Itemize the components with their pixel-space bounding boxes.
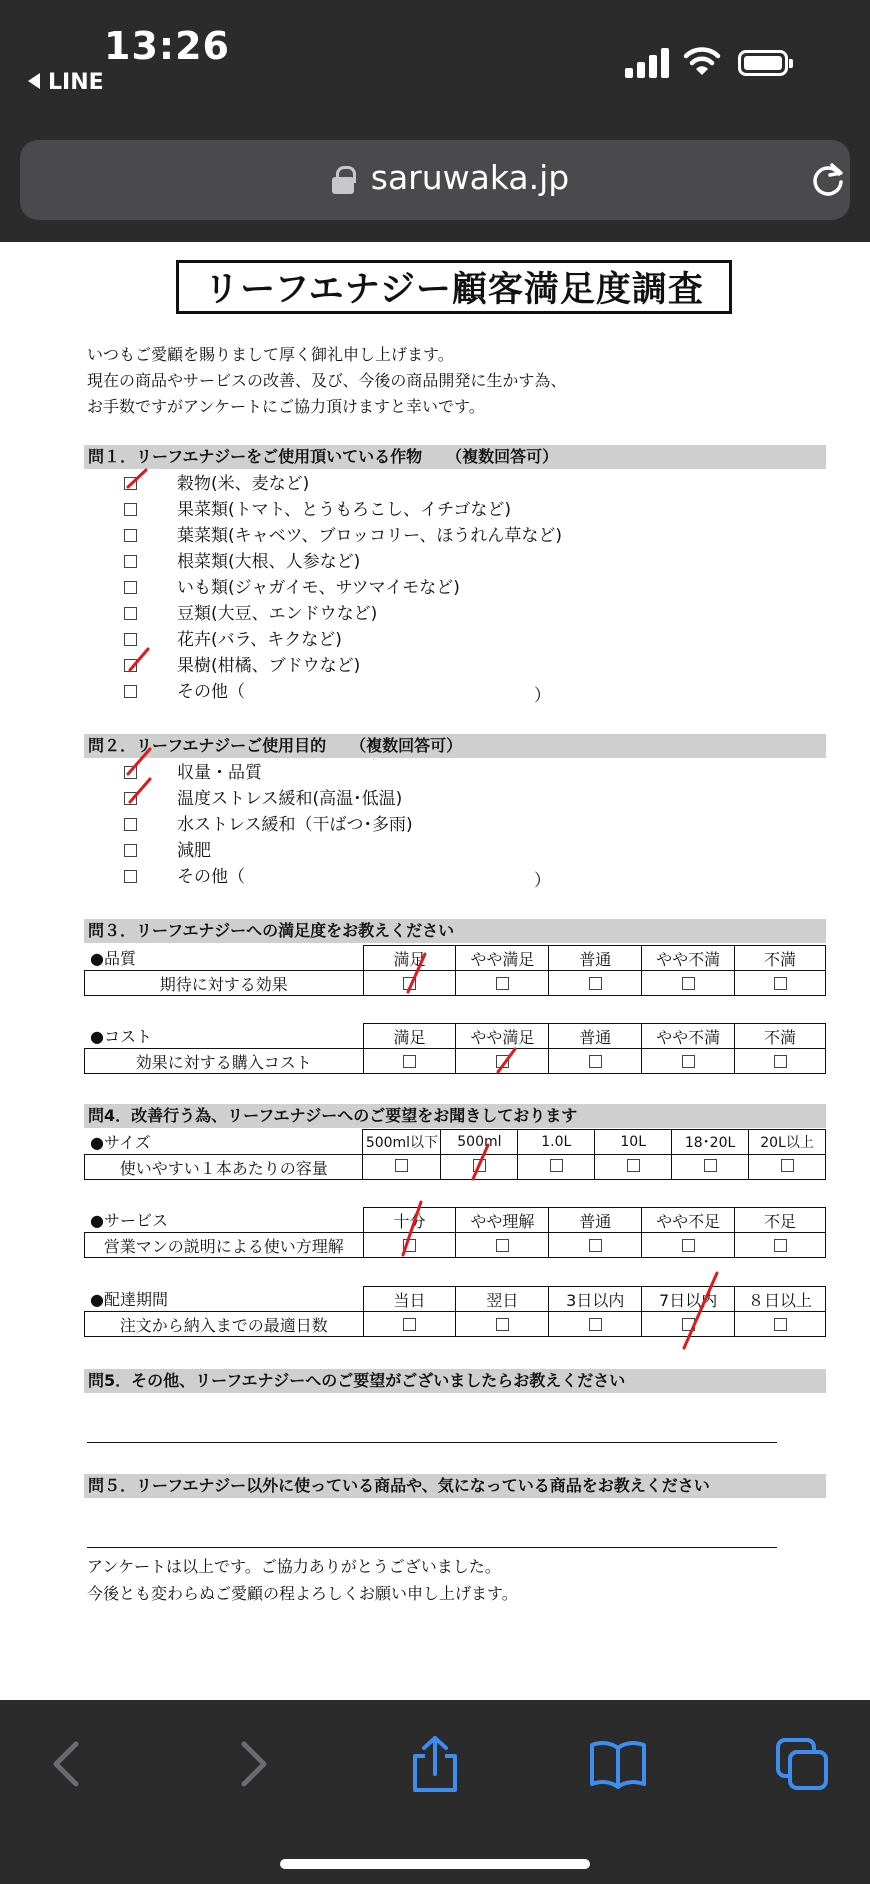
rating-cell[interactable]	[549, 1049, 642, 1074]
checkbox[interactable]	[124, 529, 137, 542]
q1-heading: 問１．リーフエナジーをご使用頂いている作物 （複数回答可）	[84, 445, 826, 469]
col-header: 18･20L	[672, 1130, 749, 1155]
intro-line: お手数ですがアンケートにご協力頂けますと幸いです。	[87, 397, 485, 416]
checkbox[interactable]	[124, 844, 137, 857]
intro-text	[87, 342, 566, 420]
q1-option[interactable]	[124, 577, 460, 599]
checkbox[interactable]	[627, 1159, 640, 1172]
checkbox[interactable]	[682, 1055, 695, 1068]
bookmarks-book-icon[interactable]	[588, 1734, 648, 1794]
col-header: 7日以内	[642, 1287, 735, 1312]
option-label: 豆類(大豆、エンドウなど)	[177, 604, 378, 624]
rating-cell[interactable]	[363, 1049, 456, 1074]
rating-cell[interactable]	[456, 971, 549, 996]
intro-line: いつもご愛顧を賜りまして厚く御礼申し上げます。	[87, 345, 454, 364]
checkbox[interactable]	[496, 1239, 509, 1252]
rating-cell[interactable]	[518, 1155, 595, 1180]
col-header: 3日以内	[549, 1287, 642, 1312]
quality-rating-table	[84, 945, 826, 996]
rating-cell[interactable]	[735, 971, 826, 996]
option-label: 葉菜類(キャベツ、ブロッコリー、ほうれん草など)	[177, 526, 563, 546]
col-header: 普通	[549, 946, 642, 971]
intro-line: 現在の商品やサービスの改善、及び、今後の商品開発に生かす為、	[87, 371, 567, 390]
option-label: その他（	[177, 682, 245, 702]
option-label: 減肥	[177, 841, 211, 861]
status-time: 13:26	[104, 24, 230, 68]
q2-heading: 問２．リーフエナジーご使用目的 （複数回答可）	[84, 734, 826, 758]
option-label: 果樹(柑橘、ブドウなど)	[177, 656, 361, 676]
q5a-heading: 問5．その他、リーフエナジーへのご要望がございましたらお教えください	[84, 1369, 826, 1393]
q4-heading: 問4．改善行う為、リーフエナジーへのご要望をお聞きしております	[84, 1104, 826, 1128]
q1-option[interactable]	[124, 655, 360, 677]
col-header: やや満足	[456, 1024, 549, 1049]
wifi-icon	[683, 44, 721, 78]
col-header: 普通	[549, 1208, 642, 1233]
address-bar[interactable]	[20, 140, 850, 220]
rating-cell[interactable]	[672, 1155, 749, 1180]
row-label: 効果に対する購入コスト	[85, 1049, 364, 1074]
q5b-answer-line[interactable]	[87, 1547, 777, 1548]
q2-option[interactable]	[124, 762, 262, 784]
checkbox[interactable]	[473, 1159, 486, 1172]
back-chevron-icon[interactable]	[38, 1734, 98, 1794]
url-text[interactable]: saruwaka.jp	[370, 158, 570, 197]
col-header: やや不足	[642, 1208, 735, 1233]
option-label: 収量・品質	[177, 763, 262, 783]
checkbox[interactable]	[682, 977, 695, 990]
rating-cell[interactable]	[735, 1312, 826, 1337]
service-label: ●サービス	[90, 1211, 168, 1230]
checkbox[interactable]	[550, 1159, 563, 1172]
col-header: 不満	[735, 1024, 826, 1049]
q1-option[interactable]	[124, 525, 562, 547]
checkbox[interactable]	[124, 870, 137, 883]
rating-cell[interactable]	[363, 971, 456, 996]
col-header: ８日以上	[735, 1287, 826, 1312]
cost-rating-table	[84, 1023, 826, 1074]
col-header: 1.0L	[518, 1130, 595, 1155]
reload-icon[interactable]	[808, 160, 848, 200]
checkbox[interactable]	[589, 1055, 602, 1068]
row-label: 営業マンの説明による使い方理解	[85, 1233, 364, 1258]
q3-heading: 問３．リーフエナジーへの満足度をお教えください	[84, 919, 826, 943]
checkbox[interactable]	[124, 818, 137, 831]
rating-cell[interactable]	[456, 1312, 549, 1337]
other-close-paren: ）	[534, 686, 551, 706]
size-rating-table	[84, 1129, 826, 1180]
checkbox[interactable]	[589, 1318, 602, 1331]
q2-option[interactable]	[124, 840, 211, 862]
q2-option[interactable]	[124, 788, 402, 810]
col-header: 500ml以下	[363, 1130, 441, 1155]
outro-text	[87, 1553, 518, 1607]
col-header: やや不満	[642, 946, 735, 971]
rating-cell[interactable]	[549, 971, 642, 996]
back-app-label: LINE	[48, 70, 104, 95]
q5a-answer-line[interactable]	[87, 1442, 777, 1443]
option-label: 温度ストレス緩和(高温･低温)	[177, 789, 403, 809]
col-header: 翌日	[456, 1287, 549, 1312]
rating-cell[interactable]	[735, 1049, 826, 1074]
checkbox[interactable]	[403, 1055, 416, 1068]
rating-cell[interactable]	[441, 1155, 518, 1180]
rating-cell[interactable]	[642, 971, 735, 996]
checkbox[interactable]	[124, 607, 137, 620]
checkbox[interactable]	[589, 977, 602, 990]
col-header: 満足	[363, 1024, 456, 1049]
col-header: 当日	[363, 1287, 456, 1312]
col-header: 普通	[549, 1024, 642, 1049]
col-header: 20L以上	[749, 1130, 826, 1155]
checkbox[interactable]	[395, 1159, 408, 1172]
checkbox[interactable]	[124, 477, 137, 490]
browser-top-bar	[0, 0, 870, 242]
q1-option[interactable]	[124, 551, 360, 573]
checkbox[interactable]	[774, 1239, 787, 1252]
col-header: 満足	[363, 946, 456, 971]
rating-cell[interactable]	[549, 1233, 642, 1258]
col-header: 10L	[595, 1130, 672, 1155]
back-to-app-link[interactable]	[28, 70, 104, 95]
row-label: 注文から納入までの最適日数	[85, 1312, 364, 1337]
row-label: 期待に対する効果	[85, 971, 364, 996]
rating-cell[interactable]	[549, 1312, 642, 1337]
service-rating-table	[84, 1207, 826, 1258]
checkbox[interactable]	[403, 1239, 416, 1252]
checkbox[interactable]	[774, 1055, 787, 1068]
q5b-heading: 問５．リーフエナジー以外に使っている商品や、気になっている商品をお教えください	[84, 1474, 826, 1498]
checkbox[interactable]	[774, 977, 787, 990]
browser-bottom-toolbar	[0, 1700, 870, 1884]
survey-document	[0, 242, 870, 1700]
checkbox[interactable]	[496, 1318, 509, 1331]
col-header: 500ml	[441, 1130, 518, 1155]
checkbox[interactable]	[124, 659, 137, 672]
checkbox[interactable]	[781, 1159, 794, 1172]
q2-option[interactable]	[124, 814, 413, 836]
outro-line: アンケートは以上です。ご協力ありがとうございました。	[87, 1557, 501, 1576]
option-label: 花卉(バラ、キクなど)	[177, 630, 342, 650]
checkbox[interactable]	[682, 1239, 695, 1252]
row-label: 使いやすい１本あたりの容量	[85, 1155, 363, 1180]
col-header: やや不満	[642, 1024, 735, 1049]
checkbox[interactable]	[124, 766, 137, 779]
rating-cell[interactable]	[363, 1312, 456, 1337]
cellular-signal-icon	[625, 46, 669, 78]
q1-option[interactable]	[124, 603, 377, 625]
col-header: 不満	[735, 946, 826, 971]
delivery-rating-table	[84, 1286, 826, 1337]
home-indicator	[280, 1859, 590, 1869]
checkbox[interactable]	[496, 977, 509, 990]
checkbox[interactable]	[124, 685, 137, 698]
back-triangle-icon	[28, 73, 40, 89]
option-label: その他（	[177, 867, 245, 887]
rating-cell[interactable]	[642, 1233, 735, 1258]
checkbox[interactable]	[124, 503, 137, 516]
checkbox[interactable]	[496, 1055, 509, 1068]
rating-cell[interactable]	[642, 1312, 735, 1337]
share-icon[interactable]	[405, 1734, 465, 1794]
checkbox[interactable]	[124, 581, 137, 594]
rating-cell[interactable]	[363, 1155, 441, 1180]
rating-cell[interactable]	[363, 1233, 456, 1258]
checkbox[interactable]	[124, 555, 137, 568]
size-label: ●サイズ	[90, 1133, 151, 1152]
q2-option-other[interactable]	[124, 866, 245, 888]
rating-cell[interactable]	[749, 1155, 826, 1180]
option-label: いも類(ジャガイモ、サツマイモなど)	[177, 578, 460, 598]
rating-cell[interactable]	[642, 1049, 735, 1074]
option-label: 水ストレス緩和（干ばつ･多雨)	[177, 815, 413, 835]
q1-option-other[interactable]	[124, 681, 245, 703]
checkbox[interactable]	[403, 1318, 416, 1331]
option-label: 穀物(米、麦など)	[177, 474, 310, 494]
rating-cell[interactable]	[456, 1233, 549, 1258]
rating-cell[interactable]	[456, 1049, 549, 1074]
q1-option[interactable]	[124, 473, 309, 495]
rating-cell[interactable]	[735, 1233, 826, 1258]
checkbox[interactable]	[124, 792, 137, 805]
checkbox[interactable]	[682, 1318, 695, 1331]
checkbox[interactable]	[704, 1159, 717, 1172]
option-label: 果菜類(トマト、とうもろこし、イチゴなど)	[177, 500, 512, 520]
outro-line: 今後とも変わらぬご愛顧の程よろしくお願い申し上げます。	[87, 1584, 518, 1603]
checkbox[interactable]	[124, 633, 137, 646]
document-title: リーフエナジー顧客満足度調査	[176, 260, 732, 314]
rating-cell[interactable]	[595, 1155, 672, 1180]
option-label: 根菜類(大根、人参など)	[177, 552, 361, 572]
checkbox[interactable]	[589, 1239, 602, 1252]
col-header: やや満足	[456, 946, 549, 971]
battery-icon	[738, 50, 788, 76]
quality-label: ●品質	[90, 949, 136, 968]
col-header: 不足	[735, 1208, 826, 1233]
other-close-paren: ）	[534, 871, 551, 891]
col-header: やや理解	[456, 1208, 549, 1233]
q1-option[interactable]	[124, 629, 342, 651]
tabs-icon[interactable]	[772, 1734, 832, 1794]
cost-label: ●コスト	[90, 1027, 152, 1046]
col-header: 十分	[363, 1208, 456, 1233]
forward-chevron-icon[interactable]	[222, 1734, 282, 1794]
q1-option[interactable]	[124, 499, 511, 521]
delivery-label: ●配達期間	[90, 1290, 168, 1309]
checkbox[interactable]	[774, 1318, 787, 1331]
checkbox[interactable]	[403, 977, 416, 990]
